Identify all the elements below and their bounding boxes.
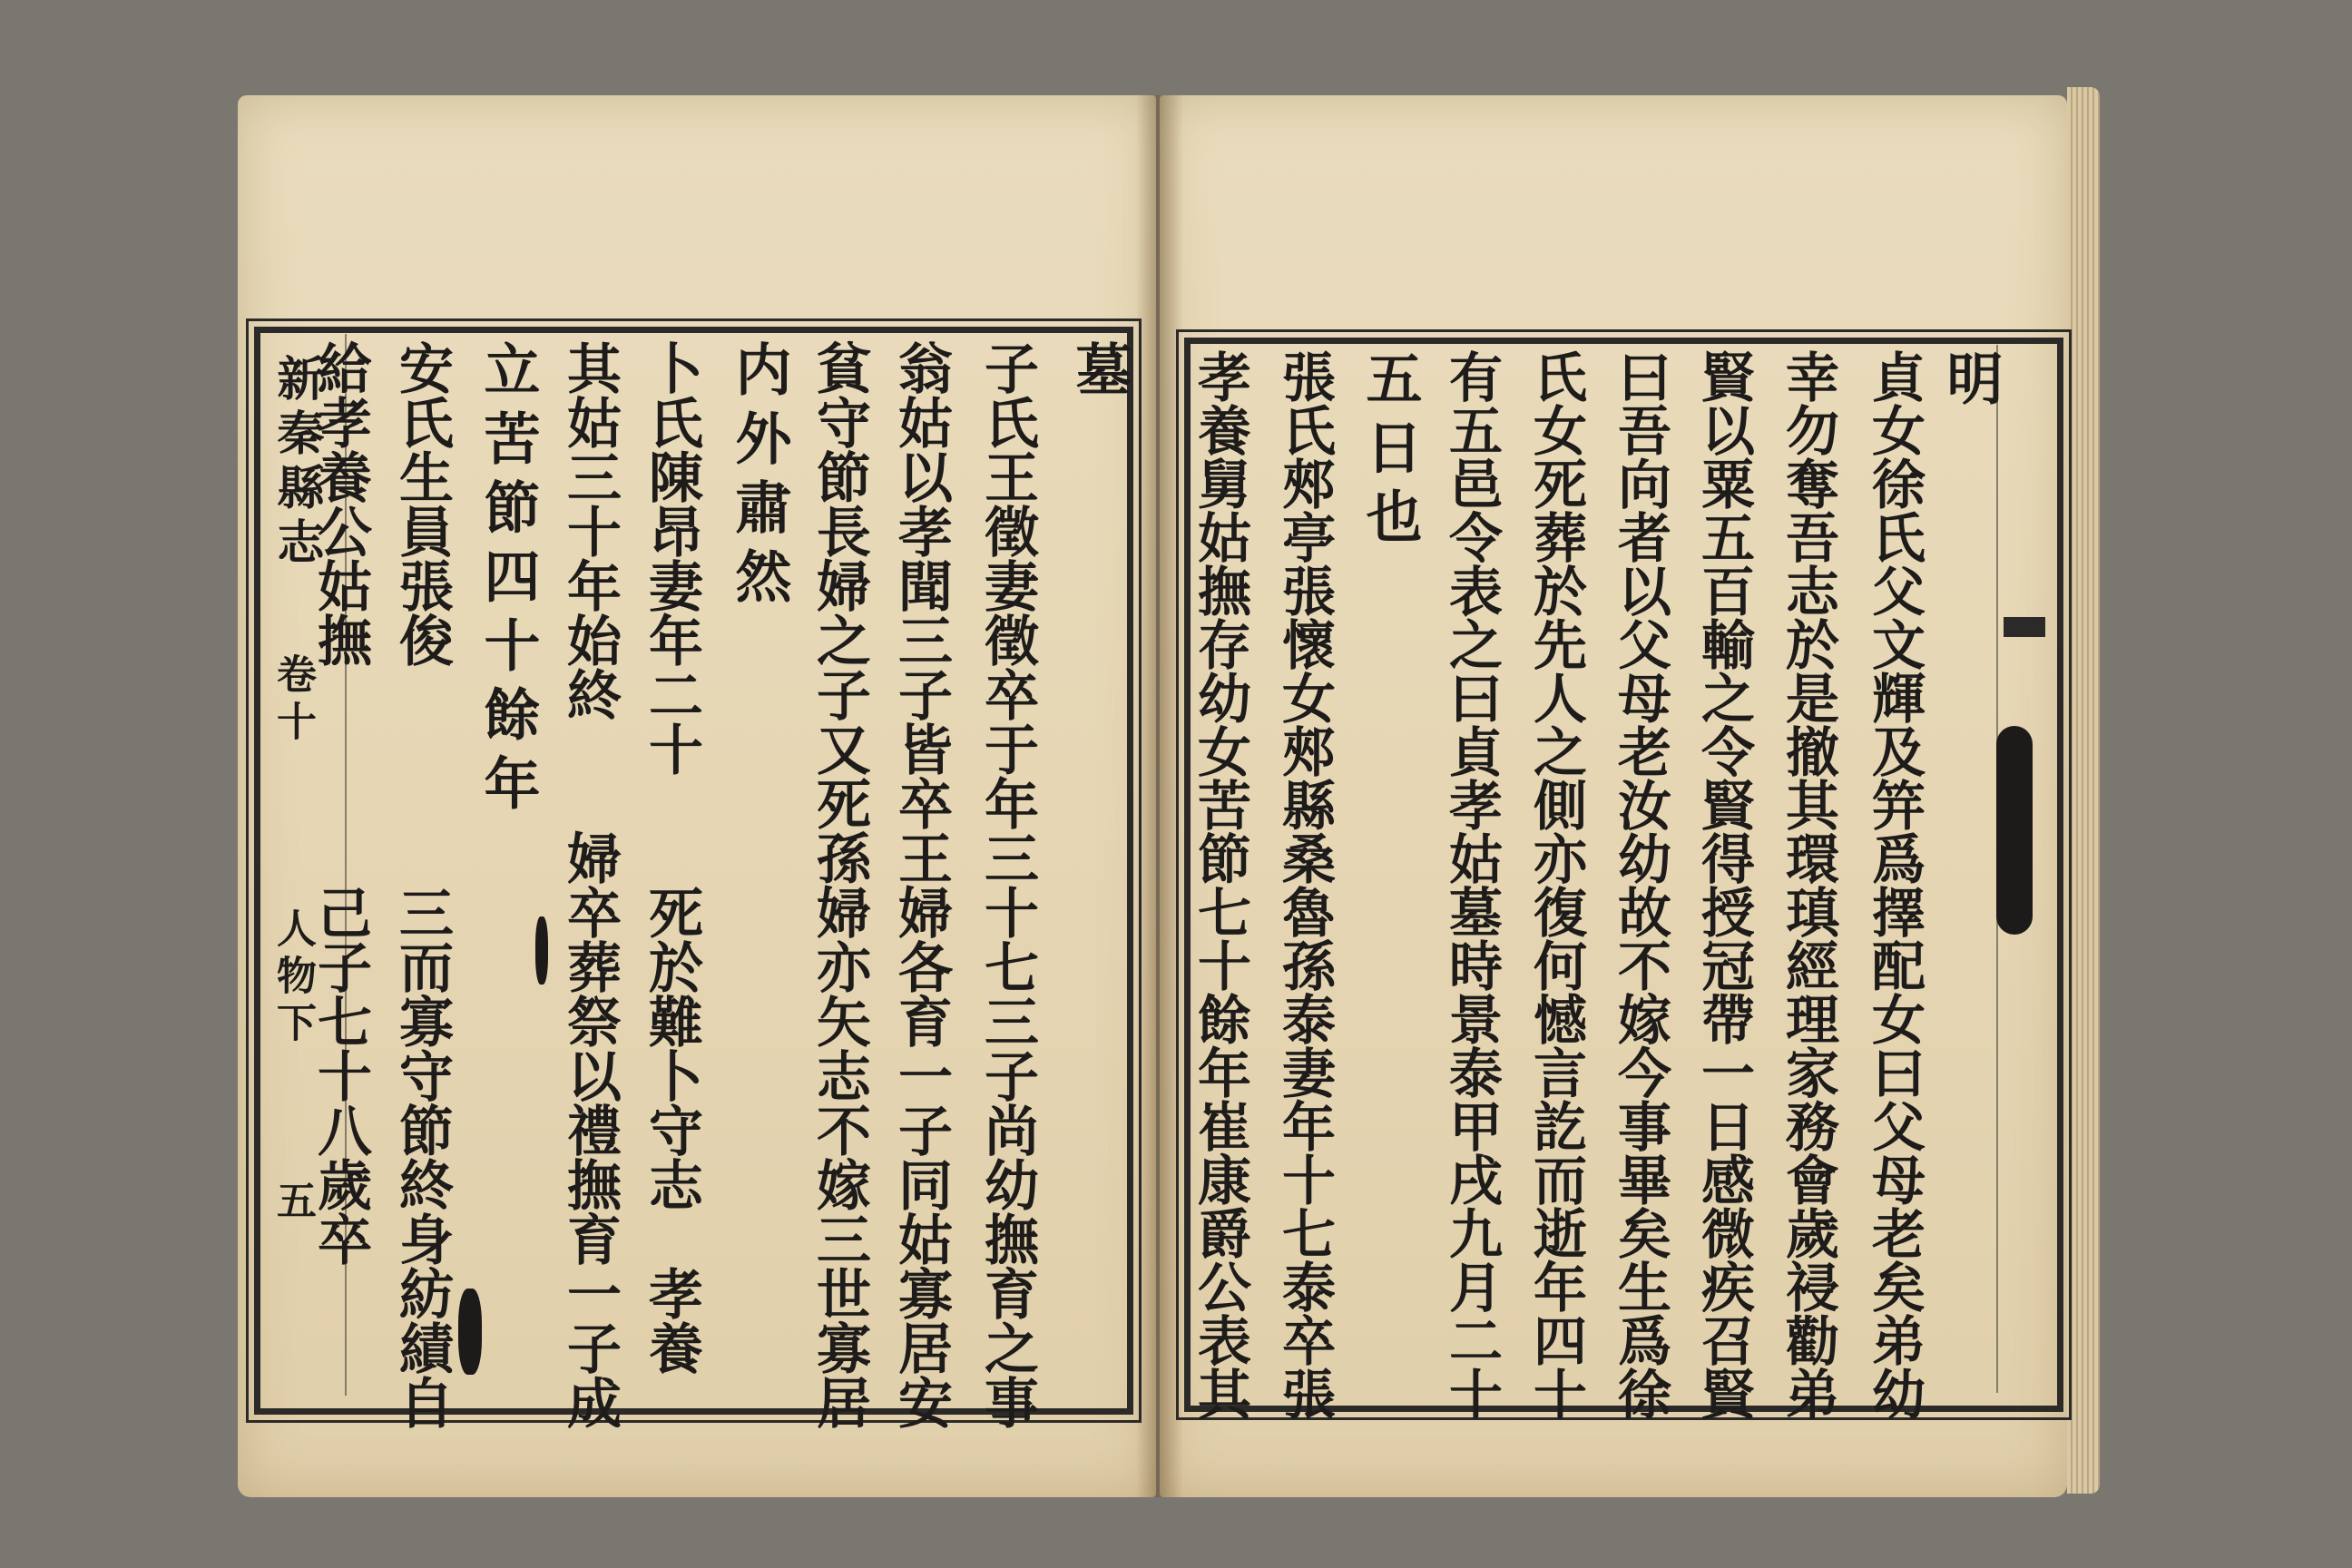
ink-smudge [1996, 726, 2033, 935]
margin-section: 人物下 [270, 907, 316, 1049]
right-column-9: 張氏郟亭張懷女郟縣桑魯孫泰妻年十七泰卒張 [1273, 349, 1336, 1420]
left-column-5: 内外肅然 [726, 340, 792, 616]
left-column-2: 子氏王徵妻徵卒于年三十七三子尚幼撫育之事 [975, 340, 1039, 1429]
left-column-8: 立苦節四十餘年 [475, 340, 541, 823]
left-column-4: 貧守節長婦之子又死孫婦亦矢志不嫁三世寡居 [808, 340, 871, 1429]
left-column-10: 給孝養公姑撫 己子七十八歲卒 [309, 340, 372, 1266]
right-column-5: 曰吾向者以父母老汝幼故不嫁今事畢矣生爲徐 [1609, 349, 1671, 1420]
page-edges [2067, 87, 2100, 1494]
margin-fascicle: 卷十 [270, 653, 316, 748]
left-column-3: 翁姑以孝聞三子皆卒王婦各育一子同姑寡居安 [889, 340, 953, 1429]
right-column-4: 賢以粟五百輸之令賢得授冠帶一日感微疾召賢 [1692, 349, 1755, 1420]
left-column-9: 安氏生員張俊 三而寡守節終身紡績自 [390, 340, 454, 1429]
right-column-3: 幸勿奪吾志於是撤其環瑱經理家務會歲祲勸弟 [1777, 349, 1839, 1420]
left-column-6: 卜氏陳昂妻年二十 死於難卜守志 孝養 [640, 340, 703, 1375]
right-column-8: 五日也 [1357, 349, 1423, 556]
left-column-1: 墓 [1066, 340, 1132, 409]
right-column-2: 貞女徐氏父文輝及笄爲擇配女曰父母老矣弟幼 [1863, 349, 1926, 1420]
right-column-1: 明 [1937, 349, 2004, 418]
margin-page-number: 五 [270, 1180, 316, 1227]
book-gutter [1136, 95, 1183, 1497]
margin-book-title: 新秦縣志 [269, 354, 324, 572]
ink-smudge [458, 1289, 482, 1375]
ink-smudge [535, 916, 548, 985]
left-column-7: 其姑三十年始終 婦卒葬祭以禮撫育一子成 [558, 340, 622, 1429]
right-column-10: 孝養舅姑撫存幼女苦節七十餘年崔康爵公表其 [1189, 349, 1251, 1420]
fish-tail-mark [2004, 617, 2045, 637]
right-column-7: 有五邑令表之曰貞孝姑墓時景泰甲戌九月二十 [1440, 349, 1503, 1420]
right-column-6: 氏女死葬於先人之側亦復何憾言訖而逝年四十 [1524, 349, 1587, 1420]
